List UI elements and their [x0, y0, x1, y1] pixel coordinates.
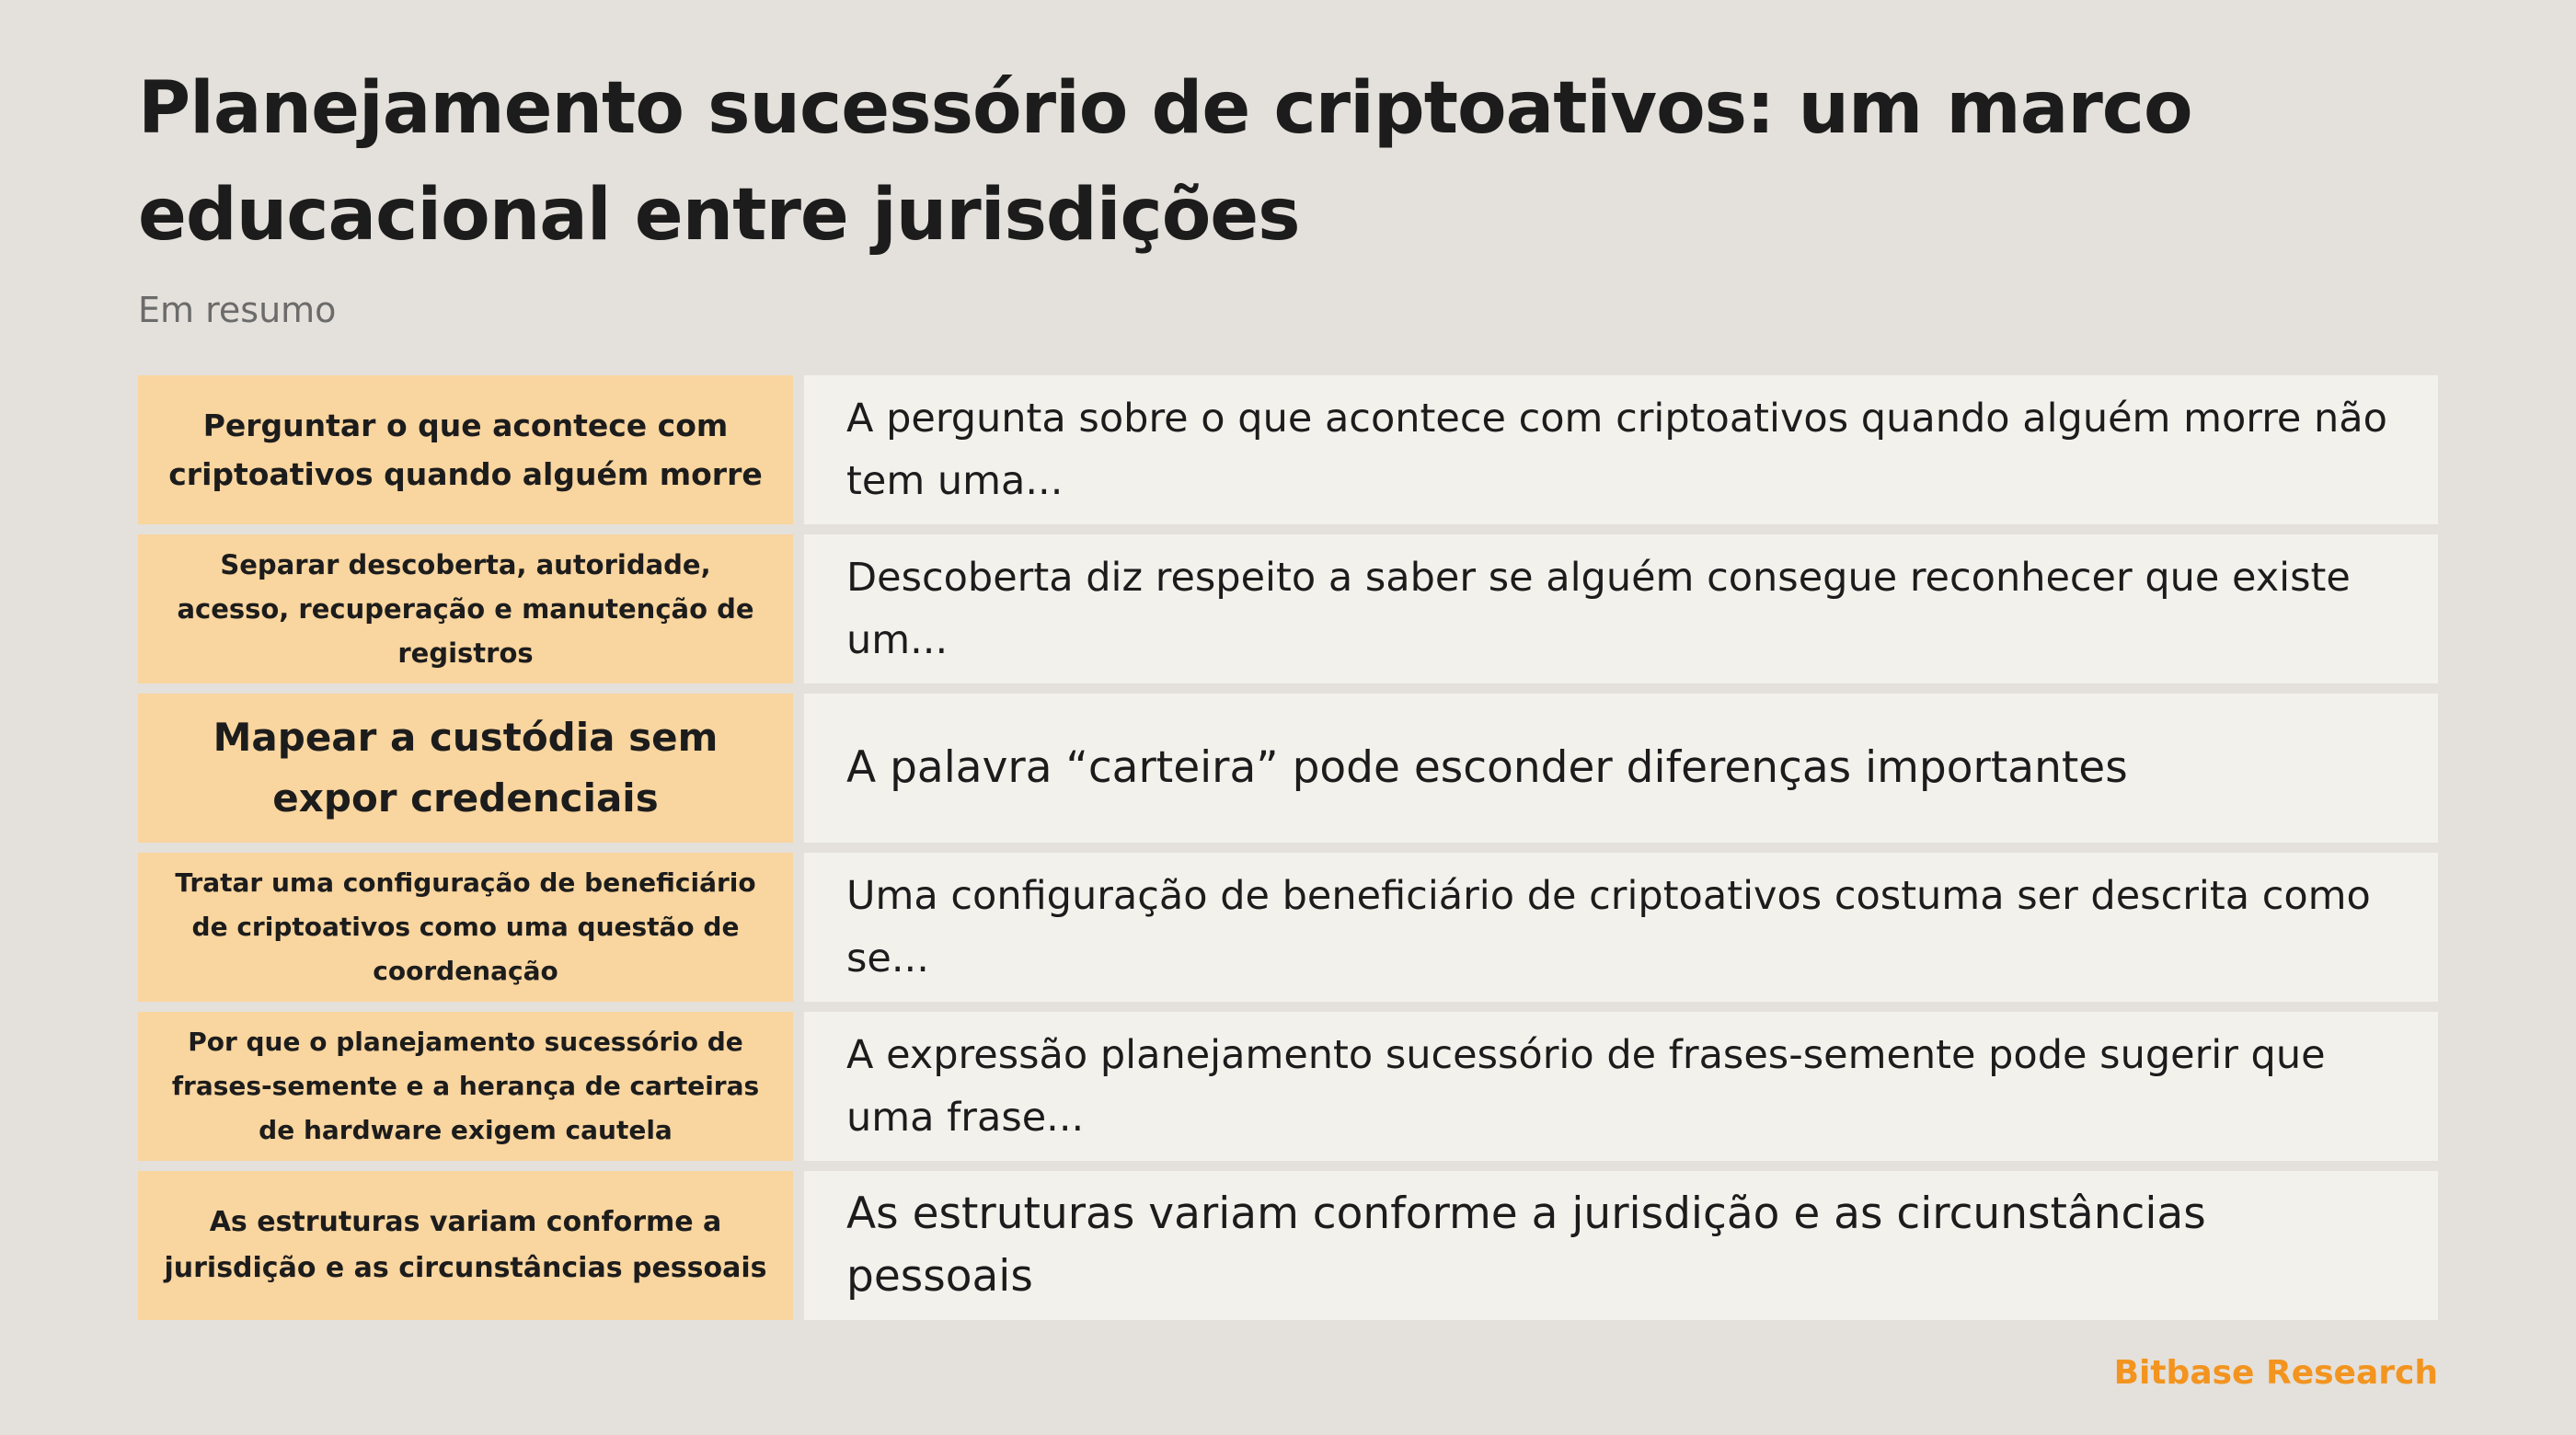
summary-cell: A palavra “carteira” pode esconder diferenças importantes	[804, 694, 2438, 843]
summary-table	[138, 375, 2438, 1320]
topic-cell: Perguntar o que acontece com criptoativos quando alguém morre	[138, 375, 793, 524]
table-row	[138, 1171, 2438, 1320]
table-row	[138, 375, 2438, 524]
topic-cell: Tratar uma configuração de beneficiário de criptoativos como uma questão de coordenação	[138, 853, 793, 1002]
summary-cell: Uma configuração de beneficiário de criptoativos costuma ser descrita como se...	[804, 853, 2438, 1002]
page-subtitle: Em resumo	[138, 290, 337, 330]
table-row	[138, 534, 2438, 683]
topic-cell: Mapear a custódia sem expor credenciais	[138, 694, 793, 843]
summary-cell: A pergunta sobre o que acontece com criptoativos quando alguém morre não tem uma...	[804, 375, 2438, 524]
table-row	[138, 694, 2438, 843]
topic-cell: Separar descoberta, autoridade, acesso, recuperação e manutenção de registros	[138, 534, 793, 683]
topic-cell: As estruturas variam conforme a jurisdição e as circunstâncias pessoais	[138, 1171, 793, 1320]
page-title: Planejamento sucessório de criptoativos: um marco educacional entre jurisdições	[138, 67, 2192, 257]
summary-page	[138, 55, 2438, 1302]
brand-footer: Bitbase Research	[2113, 1354, 2438, 1392]
topic-cell: Por que o planejamento sucessório de frases-semente e a herança de carteiras de hardware exigem cautela	[138, 1012, 793, 1161]
summary-cell: As estruturas variam conforme a jurisdição e as circunstâncias pessoais	[804, 1171, 2438, 1320]
table-row	[138, 1012, 2438, 1161]
summary-cell: A expressão planejamento sucessório de frases-semente pode sugerir que uma frase...	[804, 1012, 2438, 1161]
summary-cell: Descoberta diz respeito a saber se alguém consegue reconhecer que existe um...	[804, 534, 2438, 683]
table-row	[138, 853, 2438, 1002]
